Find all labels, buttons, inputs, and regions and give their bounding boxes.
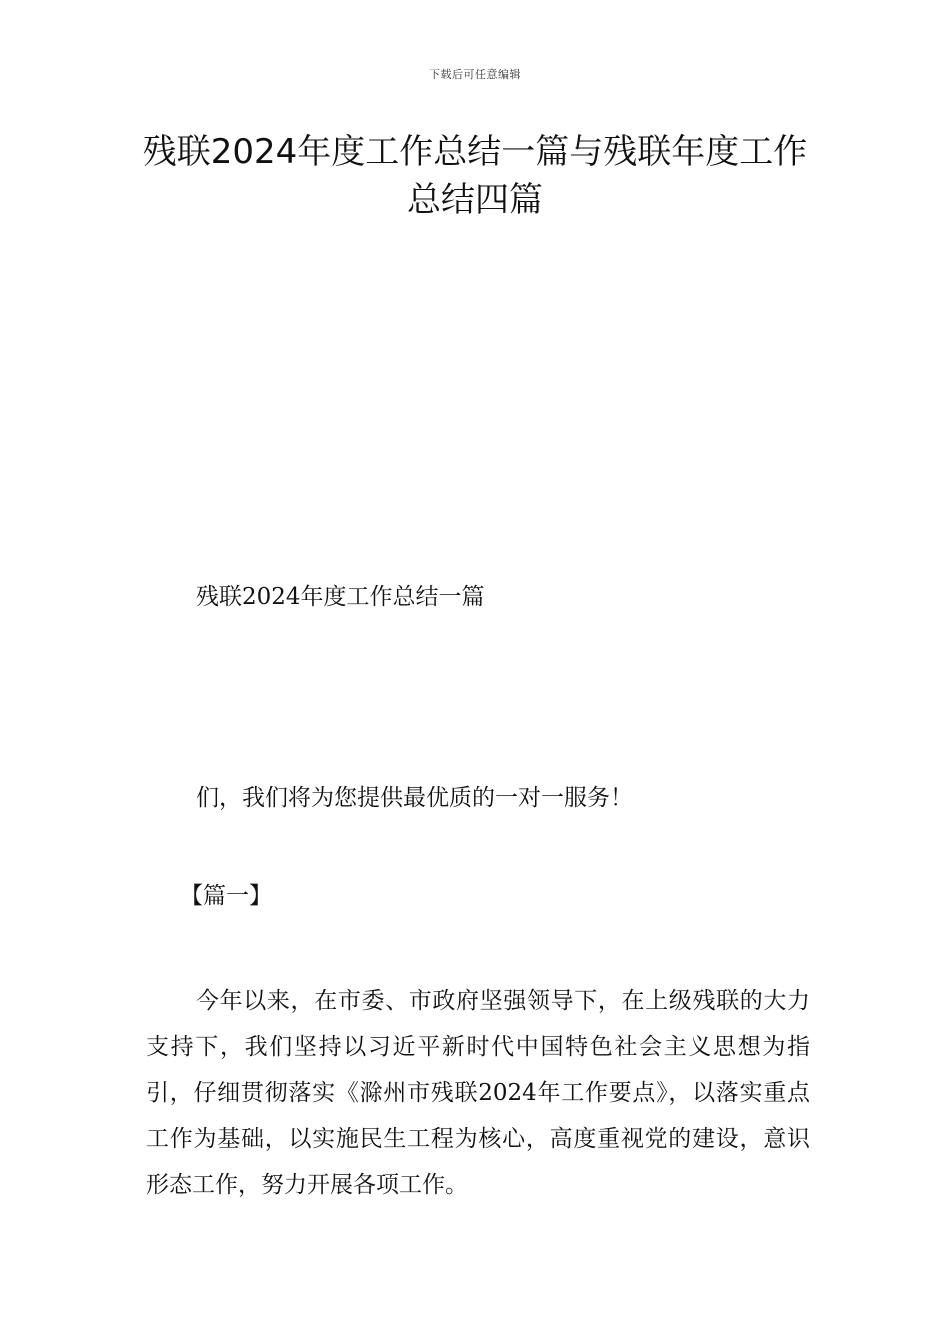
document-title: 残联2024年度工作总结一篇与残联年度工作总结四篇 — [142, 132, 808, 220]
body-paragraph: 今年以来，在市委、市政府坚强领导下，在上级残联的大力支持下，我们坚持以习近平新时代中国特色社会主义思想为指引，仔细贯彻落实《滁州市残联2024年工作要点》，以落实重点工作为基础，以实施民生工程为核心，高度重视党的建设，意识形态工作，努力开展各项工作。 — [146, 988, 810, 1198]
service-line: 们，我们将为您提供最优质的一对一服务！ — [196, 785, 633, 811]
document-subtitle: 残联2024年度工作总结一篇 — [196, 584, 485, 610]
section-label: 【篇一】 — [180, 883, 272, 909]
header-note: 下载后可任意编辑 — [429, 68, 521, 81]
